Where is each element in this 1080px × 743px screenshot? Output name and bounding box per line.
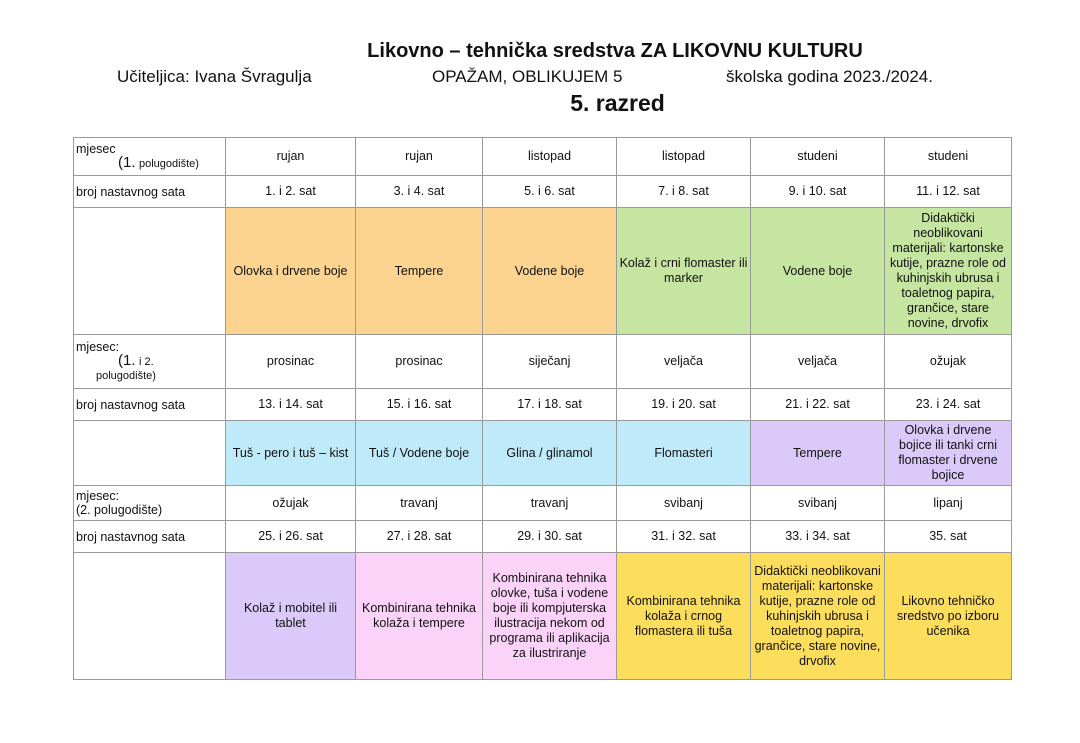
month-cell: travanj [483,486,617,521]
lesson-cell: 27. i 28. sat [356,521,483,553]
material-cell: Olovka i drvene bojice ili tanki crni flomaster i drvene bojice [885,421,1012,486]
month-cell: ožujak [885,335,1012,389]
lesson-row [74,389,1012,421]
material-cell: Didaktički neoblikovani materijali: kartonske kutije, prazne role od kuhinjskih ubrusa i toaletnog papira, grančice, stare novine, drvofix [751,553,885,680]
month-label: mjesec: [76,489,120,503]
semester-number-2: i 2. [139,356,154,368]
lesson-cell: 3. i 4. sat [356,176,483,208]
material-cell: Vodene boje [483,208,617,335]
material-cell: Kombinirana tehnika kolaža i tempere [356,553,483,680]
month-row [74,138,1012,176]
lesson-row [74,176,1012,208]
lesson-cell: 29. i 30. sat [483,521,617,553]
lesson-cell: 17. i 18. sat [483,389,617,421]
material-cell: Tuš - pero i tuš – kist [226,421,356,486]
material-cell: Kolaž i mobitel ili tablet [226,553,356,680]
lesson-cell: 13. i 14. sat [226,389,356,421]
month-label: mjesec [76,142,116,156]
school-year: školska godina 2023./2024. [726,67,933,86]
month-cell: siječanj [483,335,617,389]
material-cell: Flomasteri [617,421,751,486]
month-label-cell [74,486,226,521]
empty-label-cell [74,421,226,486]
schedule-table [73,137,1012,680]
material-cell: Kolaž i crni flomaster ili marker [617,208,751,335]
material-row [74,208,1012,335]
month-row [74,335,1012,389]
grade-heading: 5. razred [570,90,665,116]
month-cell: prosinac [356,335,483,389]
lesson-cell: 21. i 22. sat [751,389,885,421]
textbook-name: OPAŽAM, OBLIKUJEM 5 [432,67,623,86]
semester-number: (1. [118,352,136,369]
lesson-cell: 7. i 8. sat [617,176,751,208]
month-label: mjesec: [76,340,120,354]
month-cell: ožujak [226,486,356,521]
month-cell: svibanj [751,486,885,521]
empty-label-cell [74,553,226,680]
month-label-cell [74,138,226,176]
lesson-cell: 11. i 12. sat [885,176,1012,208]
material-cell: Likovno tehničko sredstvo po izboru učenika [885,553,1012,680]
month-cell: veljača [751,335,885,389]
semester-label: polugodište) [139,158,199,170]
lesson-cell: 1. i 2. sat [226,176,356,208]
document-title: Likovno – tehnička sredstva ZA LIKOVNU KULTURU [367,40,863,62]
month-cell: prosinac [226,335,356,389]
month-cell: listopad [617,138,751,176]
month-cell: studeni [751,138,885,176]
lesson-label: broj nastavnog sata [74,389,226,421]
lesson-label: broj nastavnog sata [74,176,226,208]
month-cell: veljača [617,335,751,389]
month-cell: rujan [226,138,356,176]
lesson-cell: 19. i 20. sat [617,389,751,421]
lesson-row [74,521,1012,553]
month-cell: svibanj [617,486,751,521]
month-cell: travanj [356,486,483,521]
material-cell: Tuš / Vodene boje [356,421,483,486]
material-cell: Didaktički neoblikovani materijali: kartonske kutije, prazne role od kuhinjskih ubrusa i toaletnog papira, grančice, stare novine, drvofix [885,208,1012,335]
lesson-cell: 9. i 10. sat [751,176,885,208]
lesson-cell: 23. i 24. sat [885,389,1012,421]
lesson-cell: 33. i 34. sat [751,521,885,553]
material-cell: Kombinirana tehnika olovke, tuša i vodene boje ili kompjuterska ilustracija nekom od programa ili aplikacija za ilustriranje [483,553,617,680]
month-row [74,486,1012,521]
month-cell: studeni [885,138,1012,176]
semester-label: polugodište) [96,370,156,382]
semester-label: (2. polugodište) [76,503,163,517]
lesson-cell: 15. i 16. sat [356,389,483,421]
lesson-cell: 25. i 26. sat [226,521,356,553]
material-cell: Olovka i drvene boje [226,208,356,335]
material-cell: Kombinirana tehnika kolaža i crnog flomastera ili tuša [617,553,751,680]
teacher-name: Učiteljica: Ivana Švragulja [117,67,312,86]
material-row [74,421,1012,486]
lesson-cell: 5. i 6. sat [483,176,617,208]
month-label-cell [74,335,226,389]
lesson-label: broj nastavnog sata [74,521,226,553]
material-cell: Glina / glinamol [483,421,617,486]
empty-label-cell [74,208,226,335]
lesson-cell: 35. sat [885,521,1012,553]
lesson-cell: 31. i 32. sat [617,521,751,553]
material-cell: Vodene boje [751,208,885,335]
material-cell: Tempere [751,421,885,486]
month-cell: listopad [483,138,617,176]
material-row [74,553,1012,680]
month-cell: rujan [356,138,483,176]
material-cell: Tempere [356,208,483,335]
month-cell: lipanj [885,486,1012,521]
semester-number: (1. [118,154,136,171]
